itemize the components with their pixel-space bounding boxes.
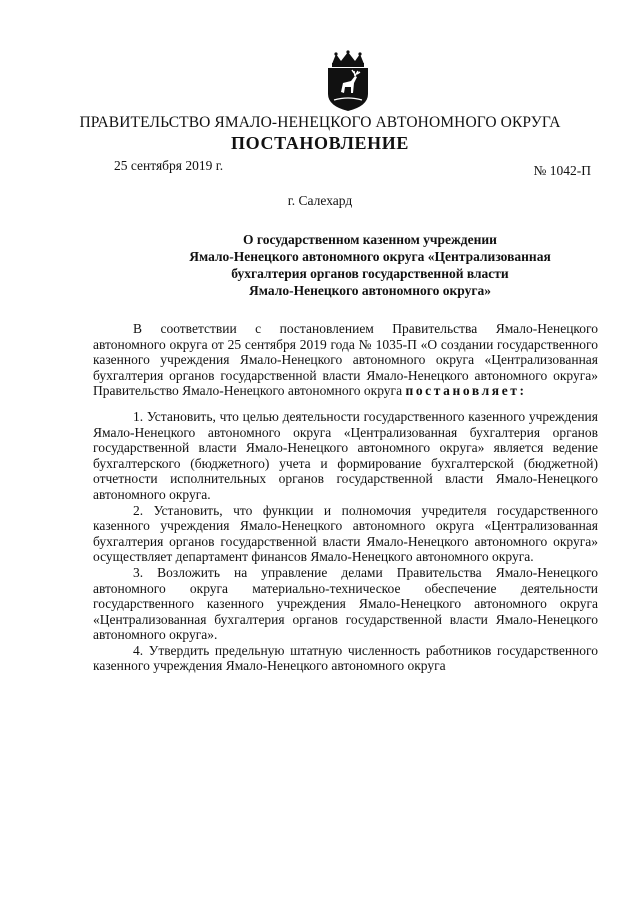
document-type: ПОСТАНОВЛЕНИЕ bbox=[231, 133, 409, 153]
preamble-text: В соответствии с постановлением Правительства Ямало-Ненецкого автономного округа от 25 сентября 2019 года № 1035-П «О создании государственного казенного учреждения Ямало-Ненецкого автономного округа «Централизованная бухгалтерия органов государственной власти Ямало-Ненецкого автономного округа» Правительство Ямало-Ненецкого автономного округа bbox=[93, 321, 598, 399]
title-line: О государственном казенном учреждении bbox=[243, 232, 497, 247]
title-line: Ямало-Ненецкого автономного округа «Централизованная bbox=[189, 249, 551, 264]
resolves-word: постановляет: bbox=[405, 383, 527, 399]
document-date: 25 сентября 2019 г. bbox=[114, 158, 224, 173]
clause-paragraph: 1. Установить, что целью деятельности государственного казенного учреждения Ямало-Ненецкого автономного округа «Централизованная бухгалтерия органов государственной власти Ямало-Ненецкого автономного округа» является ведение бухгалтерского (бюджетного) учета и формирование бухгалтерской (бюджетной) отчетности исполнительных органов государственной власти Ямало-Ненецкого автономного округа. bbox=[93, 408, 598, 502]
coat-of-arms-emblem bbox=[324, 50, 372, 112]
document-number: № 1042-П bbox=[533, 163, 591, 178]
document-title bbox=[120, 231, 620, 299]
document-city: г. Салехард bbox=[287, 193, 353, 208]
clause-paragraph: 4. Утвердить предельную штатную численность работников государственного казенного учреждения Ямало-Ненецкого автономного округа bbox=[93, 642, 598, 674]
clause-paragraph: 3. Возложить на управление делами Правительства Ямало-Ненецкого автономного округа материально-техническое обеспечение деятельности государственного казенного учреждения Ямало-Ненецкого автономного округа «Централизованная бухгалтерия органов государственной власти Ямало-Ненецкого автономного округа». bbox=[93, 564, 598, 643]
clause-paragraph: 2. Установить, что функции и полномочия учредителя государственного казенного учреждения Ямало-Ненецкого автономного округа «Централизованная бухгалтерия органов государственной власти Ямало-Ненецкого автономного округа» осуществляет департамент финансов Ямало-Ненецкого автономного округа. bbox=[93, 502, 598, 565]
preamble-paragraph bbox=[93, 321, 598, 399]
document-body bbox=[93, 321, 598, 674]
title-line: бухгалтерия органов государственной власти bbox=[231, 266, 509, 281]
government-name: ПРАВИТЕЛЬСТВО ЯМАЛО-НЕНЕЦКОГО АВТОНОМНОГО ОКРУГА bbox=[79, 114, 561, 131]
title-line: Ямало-Ненецкого автономного округа» bbox=[249, 283, 491, 298]
